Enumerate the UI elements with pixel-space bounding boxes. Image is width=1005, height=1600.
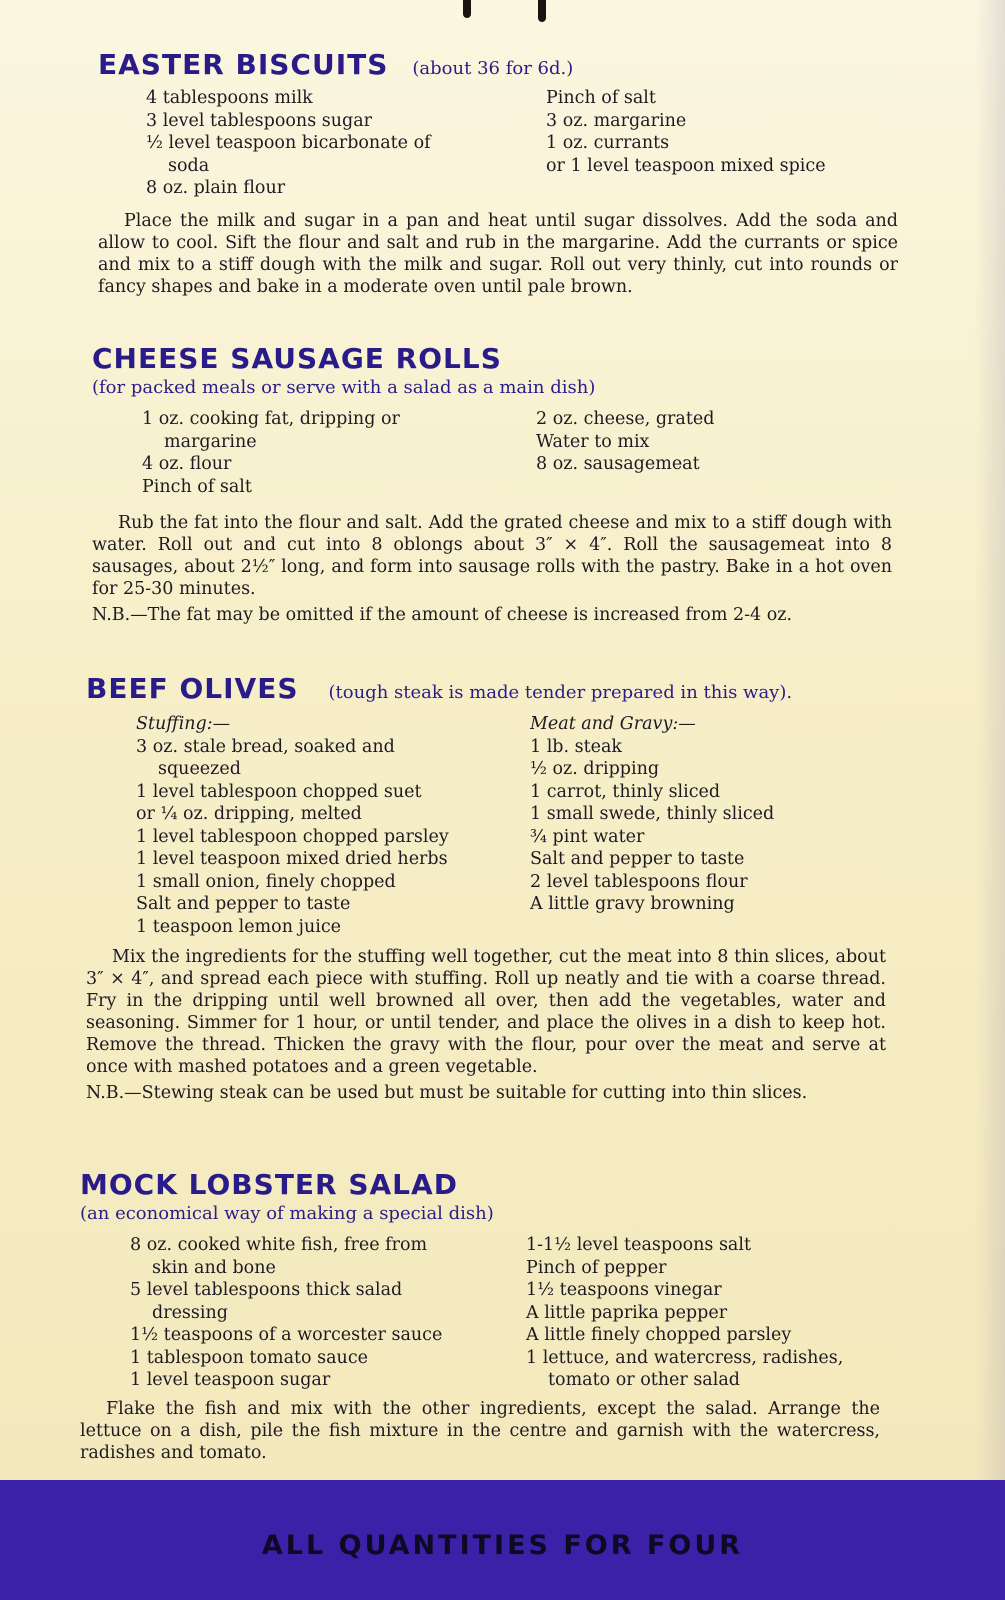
ingredient: Water to mix: [536, 431, 650, 452]
ingredient: ½ level teaspoon bicarbonate of: [146, 133, 431, 153]
ingredient: A little gravy browning: [530, 894, 735, 914]
ingredient-heading: Stuffing:—: [136, 714, 231, 734]
recipe-subtitle: (tough steak is made tender prepared in this way).: [328, 682, 793, 703]
ingredient: 1 lb. steak: [530, 736, 623, 757]
method: [80, 1398, 880, 1464]
ingredient: 1 level teaspoon sugar: [130, 1370, 331, 1390]
ingredient: 5 level tablespoons thick salad: [130, 1280, 403, 1300]
ingredient: dressing: [152, 1302, 228, 1323]
recipe-heading: [86, 672, 886, 705]
recipe-mock-lobster-salad: [80, 1168, 880, 1464]
recipe-subtitle: (an economical way of making a special dish): [80, 1203, 494, 1224]
ingredient: squeezed: [158, 759, 241, 779]
page-edge-shadow: [975, 0, 1005, 1480]
recipe-title: EASTER BISCUITS: [98, 48, 389, 81]
ingredient: 2 level tablespoons flour: [530, 871, 748, 892]
ingredient: 2 oz. cheese, grated: [536, 409, 715, 429]
footer-text: ALL QUANTITIES FOR FOUR: [261, 1530, 744, 1561]
ingredient: 1 lettuce, and watercress, radishes,: [526, 1347, 844, 1368]
ingredient-list: [80, 1234, 880, 1392]
ingredients-right: [526, 1234, 880, 1392]
method: [98, 210, 898, 298]
recipe-title: CHEESE SAUSAGE ROLLS: [92, 342, 502, 375]
ingredient: 1½ teaspoons vinegar: [526, 1280, 722, 1300]
ingredient: 8 oz. cooked white fish, free from: [130, 1235, 428, 1255]
recipe-subtitle: (for packed meals or serve with a salad as a main dish): [92, 377, 596, 398]
recipe-cheese-sausage-rolls: [92, 342, 892, 626]
ingredient: skin and bone: [152, 1257, 276, 1278]
ingredients-left: [92, 408, 536, 498]
ingredient: 3 oz. stale bread, soaked and: [136, 736, 395, 757]
ingredient: 8 oz. sausagemeat: [536, 454, 700, 474]
ingredient: 4 oz. flour: [142, 454, 232, 474]
ingredient: 1 tablespoon tomato sauce: [130, 1347, 368, 1368]
ingredient: soda: [168, 155, 210, 176]
ingredient-list: [92, 408, 892, 498]
ingredient: Pinch of salt: [142, 476, 252, 497]
ingredient: 1 small swede, thinly sliced: [530, 804, 775, 824]
ingredient: 1 small onion, finely chopped: [136, 871, 396, 892]
ingredient-heading: Meat and Gravy:—: [530, 714, 696, 734]
ingredient: A little paprika pepper: [526, 1302, 728, 1323]
ingredient: margarine: [164, 431, 257, 452]
ingredients-right: [536, 408, 892, 498]
ingredient: Pinch of pepper: [526, 1257, 667, 1278]
method: [86, 946, 886, 1104]
method: [92, 512, 892, 626]
ingredient: 4 tablespoons milk: [146, 88, 313, 108]
ingredient: Pinch of salt: [546, 88, 656, 108]
method-text: Flake the fish and mix with the other ingredients, except the salad. Arrange the lettuce on a dish, pile the fish mixture in the centre and garnish with the watercress, radishes and tomato.: [80, 1398, 880, 1463]
ingredient: 1 teaspoon lemon juice: [136, 916, 341, 937]
ingredient: 8 oz. plain flour: [146, 178, 286, 198]
ingredients-right: [530, 713, 886, 938]
ingredient: Salt and pepper to taste: [530, 849, 745, 869]
ingredient: 1 level tablespoon chopped parsley: [136, 826, 449, 847]
binding-hole: [463, 0, 471, 18]
ingredients-left: [80, 1234, 526, 1392]
ingredient: or 1 level teaspoon mixed spice: [546, 155, 826, 176]
note: N.B.—The fat may be omitted if the amount of cheese is increased from 2-4 oz.: [92, 605, 793, 625]
ingredient: 1 oz. cooking fat, dripping or: [142, 409, 400, 429]
ingredient: ½ oz. dripping: [530, 759, 660, 779]
ingredient: 3 oz. margarine: [546, 110, 687, 131]
method-text: Rub the fat into the flour and salt. Add the grated cheese and mix to a stiff dough with water. Roll out and cut into 8 oblongs about 3″ × 4″. Roll the sausagemeat into 8 sausages, about 2½″ long, and form into sausage rolls with the pastry. Bake in a hot oven for 25-30 minutes.: [92, 513, 892, 599]
ingredient: tomato or other salad: [548, 1370, 740, 1390]
ingredient: Salt and pepper to taste: [136, 894, 351, 914]
ingredient: 1½ teaspoons of a worcester sauce: [130, 1325, 443, 1345]
recipe-beef-olives: [86, 672, 886, 1104]
ingredients-right: [546, 87, 898, 200]
ingredient: ¾ pint water: [530, 826, 645, 847]
ingredient-list: [86, 713, 886, 938]
ingredient: 1 level tablespoon chopped suet: [136, 781, 422, 802]
binding-hole: [538, 0, 546, 22]
recipe-easter-biscuits: [98, 48, 898, 298]
ingredient: 1 carrot, thinly sliced: [530, 781, 721, 802]
ingredient: A little finely chopped parsley: [526, 1325, 792, 1345]
ingredients-left: [98, 87, 546, 200]
ingredient: 1 oz. currants: [546, 133, 670, 153]
ingredient: 3 level tablespoons sugar: [146, 110, 372, 131]
note: N.B.—Stewing steak can be used but must be suitable for cutting into thin slices.: [86, 1083, 808, 1103]
ingredient-list: [98, 87, 898, 200]
recipe-title: BEEF OLIVES: [86, 672, 299, 705]
ingredient: 1-1½ level teaspoons salt: [526, 1235, 751, 1255]
method-text: Mix the ingredients for the stuffing well together, cut the meat into 8 thin slices, about 3″ × 4″, and spread each piece with stuffing. Roll up neatly and tie with a coarse thread. Fry in the dripping until well browned all over, then add the vegetables, water and seasoning. Simmer for 1 hour, or until tender, and place the olives in a dish to keep hot. Remove the thread. Thicken the gravy with the flour, pour over the meat and serve at once with mashed potatoes and a green vegetable.: [86, 947, 886, 1077]
method-text: Place the milk and sugar in a pan and heat until sugar dissolves. Add the soda and allow to cool. Sift the flour and salt and rub in the margarine. Add the currants or spice and mix to a stiff dough with the milk and sugar. Roll out very thinly, cut into rounds or fancy shapes and bake in a moderate oven until pale brown.: [98, 210, 898, 297]
recipe-title: MOCK LOBSTER SALAD: [80, 1168, 458, 1201]
recipe-subtitle: (about 36 for 6d.): [412, 58, 574, 79]
ingredient: or ¼ oz. dripping, melted: [136, 804, 362, 824]
recipe-heading: [98, 48, 898, 81]
ingredients-left: [86, 713, 530, 938]
ingredient: 1 level teaspoon mixed dried herbs: [136, 849, 448, 869]
